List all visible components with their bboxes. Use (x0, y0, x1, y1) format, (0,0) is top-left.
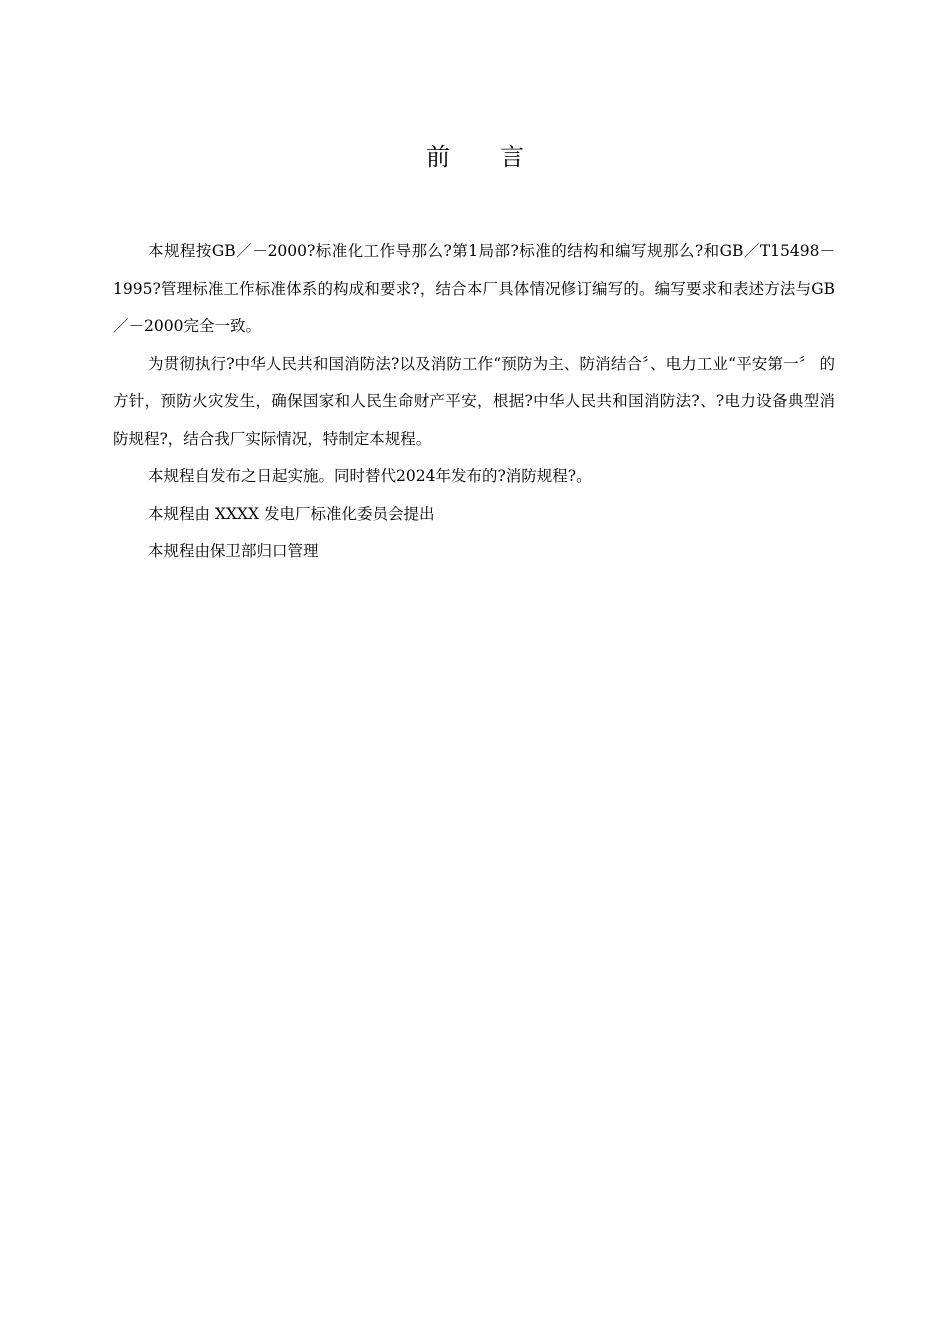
paragraph-purpose: 为贯彻执行?中华人民共和国消防法?以及消防工作“预防为主、防消结合〞、电力工业“平安第一〞 的方针，预防火灾发生，确保国家和人民生命财产平安，根据?中华人民共和国消防法?、?电力设备典型消防规程?，结合我厂实际情况，特制定本规程。 (113, 354, 835, 448)
paragraph-management: 本规程由保卫部归口管理 (148, 542, 319, 560)
paragraph-effective-date: 本规程自发布之日起实施。同时替代2024年发布的?消防规程?。 (148, 467, 592, 485)
paragraph-proposer: 本规程由 XXXX 发电厂标准化委员会提出 (148, 504, 435, 523)
paragraph-basis: 本规程按GB／－2000?标准化工作导那么?第1局部?标准的结构和编写规那么?和GB／T15498－1995?管理标准工作标准体系的构成和要求?，结合本厂具体情况修订编写的。编写要求和表述方法与GB／－2000完全一致。 (113, 242, 835, 335)
page-title (0, 140, 950, 174)
title-char-2: 言 (500, 143, 524, 171)
preface-body (113, 233, 835, 571)
title-char-1: 前 (426, 143, 450, 171)
